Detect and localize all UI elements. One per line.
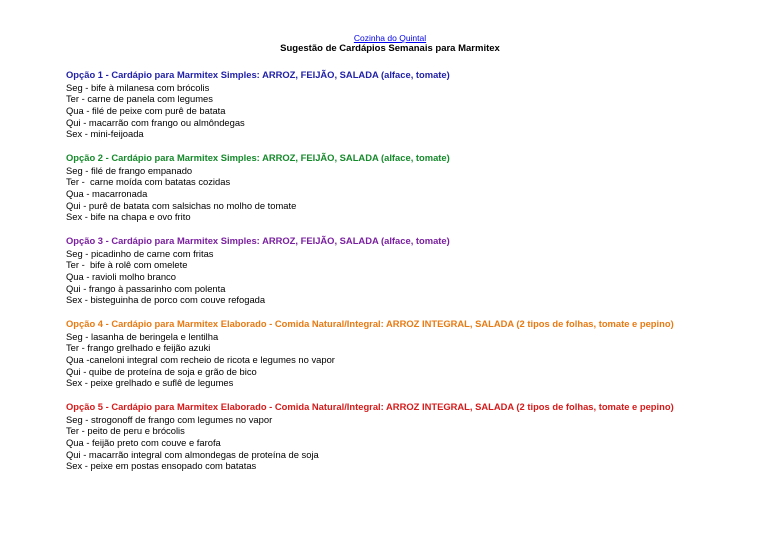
- menu-day-item: Seg - lasanha de beringela e lentilha: [66, 330, 219, 342]
- menu-day-item: Ter - carne moída com batatas cozidas: [66, 176, 231, 188]
- menu-day-item: Qua -caneloni integral com recheio de ricota e legumes no vapor: [66, 353, 335, 365]
- menu-day-item: Sex - bife na chapa e ovo frito: [66, 211, 191, 223]
- menu-option-heading: Opção 3 - Cardápio para Marmitex Simples: ARROZ, FEIJÃO, SALADA (alface, tomate): [66, 235, 450, 247]
- menu-option-2: [66, 152, 686, 223]
- menu-day-item: Sex - mini-feijoada: [66, 128, 144, 140]
- menu-option-heading: Opção 2 - Cardápio para Marmitex Simples: ARROZ, FEIJÃO, SALADA (alface, tomate): [66, 152, 450, 164]
- menu-day-item: Seg - filé de frango empanado: [66, 164, 193, 176]
- menu-day-item: Ter - peito de peru e brócolis: [66, 425, 185, 437]
- menu-option-heading: Opção 1 - Cardápio para Marmitex Simples: ARROZ, FEIJÃO, SALADA (alface, tomate): [66, 69, 450, 80]
- menu-day-item: Qui - purê de batata com salsichas no molho de tomate: [66, 199, 297, 211]
- menu-day-item: Sex - peixe em postas ensopado com batatas: [66, 460, 257, 472]
- menu-option-heading: Opção 5 - Cardápio para Marmitex Elaborado - Comida Natural/Integral: ARROZ INTEGRAL, SALADA (2 tipos de folhas, tomate e pepino): [66, 401, 674, 413]
- menu-option-3: [66, 235, 686, 306]
- menu-day-item: Ter - carne de panela com legumes: [66, 93, 213, 105]
- menu-day-item: Qui - macarrão com frango ou almôndegas: [66, 116, 245, 128]
- menu-option-heading: Opção 4 - Cardápio para Marmitex Elaborado - Comida Natural/Integral: ARROZ INTEGRAL, SALADA (2 tipos de folhas, tomate e pepino): [66, 318, 674, 330]
- menu-day-item: Qua - macarronada: [66, 187, 148, 199]
- menu-option-1: [66, 69, 686, 140]
- menu-option-5: [66, 401, 686, 472]
- menu-day-item: Qui - macarrão integral com almondegas de proteína de soja: [66, 448, 319, 460]
- menu-day-item: Ter - frango grelhado e feijão azuki: [66, 342, 211, 354]
- menu-day-item: Sex - bisteguinha de porco com couve refogada: [66, 294, 266, 306]
- menu-option-4: [66, 318, 686, 389]
- menu-day-item: Qua - feijão preto com couve e farofa: [66, 436, 221, 448]
- menu-options-list: [66, 69, 686, 484]
- source-link[interactable]: Cozinha do Quintal: [353, 33, 427, 43]
- menu-day-item: Qui - frango à passarinho com polenta: [66, 282, 226, 294]
- menu-day-item: Qua - ravioli molho branco: [66, 270, 176, 282]
- menu-day-item: Ter - bife à rolê com omelete: [66, 259, 188, 271]
- menu-day-item: Seg - picadinho de carne com fritas: [66, 247, 214, 259]
- menu-day-item: Qua - filé de peixe com purê de batata: [66, 104, 226, 116]
- menu-day-item: Qui - quibe de proteína de soja e grão de bico: [66, 365, 257, 377]
- document-title: Sugestão de Cardápios Semanais para Marmitex: [280, 43, 500, 54]
- menu-day-item: Seg - bife à milanesa com brócolis: [66, 81, 210, 93]
- menu-day-item: Seg - strogonoff de frango com legumes no vapor: [66, 413, 273, 425]
- menu-day-item: Sex - peixe grelhado e suflê de legumes: [66, 377, 234, 389]
